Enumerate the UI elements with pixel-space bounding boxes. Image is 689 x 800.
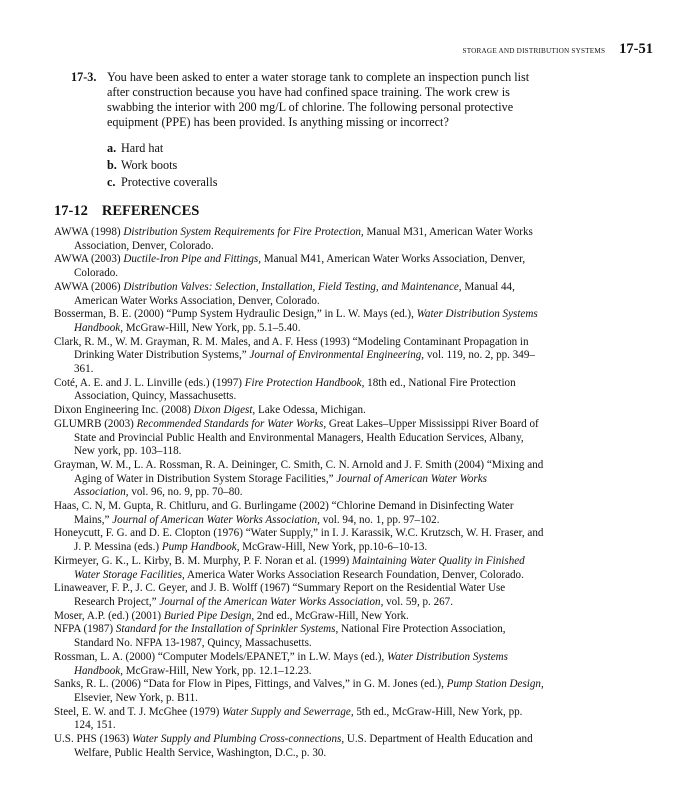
reference-entry [54,418,544,459]
reference-text: U.S. Department of Health Education and Welfare, Public Health Service, Washington, D.C., p. 30. [74,733,533,759]
answer-text: Work boots [121,158,178,172]
reference-title: Water Supply and Plumbing Cross-connections, [131,733,345,746]
answer-letter: b. [107,158,117,172]
reference-entry [54,226,544,253]
reference-text: Steel, E. W. and T. J. McGhee (1979) [54,705,223,718]
reference-text: McGraw-Hill, New York, pp. 5.1–5.40. [123,321,301,334]
reference-entry [54,459,544,500]
answer-text: Hard hat [121,141,164,155]
reference-title: Water Distribution Systems Handbook, [74,308,538,334]
reference-entry [54,582,544,609]
reference-text: AWWA (1998) [54,226,124,238]
reference-text: GLUMRB (2003) [54,417,137,430]
reference-title: Maintaining Water Quality in Finished Water Storage Facilities, [74,554,525,581]
problem-number: 17-3. [71,70,97,84]
reference-title: Ductile-Iron Pipe and Fittings, [123,253,261,266]
section-heading [54,203,199,220]
answer-letter: a. [107,141,117,155]
problem-17-3 [71,70,541,191]
reference-entry [54,500,544,527]
reference-title: Recommended Standards for Water Works, [136,417,327,430]
reference-text: AWWA (2006) [54,280,124,293]
reference-text: Dixon Engineering Inc. (2008) [54,404,194,417]
reference-title: Buried Pipe Design, [163,609,255,622]
reference-text: Manual M31, American Water Works Association, Denver, Colorado. [74,226,533,252]
reference-text: vol. 59, p. 267. [383,595,454,608]
reference-text: Bosserman, B. E. (2000) “Pump System Hydraulic Design,” in L. W. Mays (ed.), [54,308,417,321]
answer-text: Protective coveralls [121,175,218,189]
reference-text: 18th ed., National Fire Protection Association, Quincy, Massachusetts. [74,376,516,403]
reference-title: Journal of the American Water Works Association, [159,595,384,608]
reference-title: Journal of Environmental Engineering, [249,349,425,362]
reference-entry [54,733,544,760]
reference-text: vol. 96, no. 9, pp. 70–80. [128,486,243,499]
reference-title: Water Supply and Sewerrage, [222,705,354,718]
answer-letter: c. [107,175,116,189]
reference-title: Journal of American Water Works Association, [74,472,487,499]
reference-text: Haas, C. N, M. Gupta, R. Chitluru, and G. Burlingame (2002) “Chlorine Demand in Disinfecting Water Mains,” [54,500,514,526]
reference-entry [54,336,544,377]
reference-title: Pump Station Design, [446,678,544,691]
reference-entry [54,253,544,280]
reference-text: Great Lakes–Upper Mississippi River Board of State and Provincial Public Health and Environmental Managers, Health Education Services, Albany, New york, pp. 103–118. [74,417,539,458]
reference-entry [54,308,544,335]
reference-text: NFPA (1987) [54,623,116,636]
reference-text: Rossman, L. A. (2000) “Computer Models/EPANET,” in L.W. Mays (ed.), [54,650,387,663]
reference-title: Pump Handbook, [161,541,240,554]
page-header [463,41,654,58]
reference-text: Clark, R. M., W. M. Grayman, R. M. Males, and A. F. Hess (1993) “Modeling Contaminant Propagation in Drinking Water Distribution Systems,” [54,335,529,362]
reference-title: Journal of American Water Works Association, [112,513,320,526]
reference-text: Coté, A. E. and J. L. Linville (eds.) (1997) [54,376,245,389]
reference-entry [54,623,544,650]
reference-text: McGraw-Hill, New York, pp. 12.1–12.23. [123,664,312,677]
reference-entry [54,377,544,404]
reference-text: Manual M41, American Water Works Association, Denver, Colorado. [74,253,526,280]
running-header: STORAGE AND DISTRIBUTION SYSTEMS [462,47,606,55]
reference-text: Moser, A.P. (ed.) (2001) [54,609,164,622]
reference-text: vol. 94, no. 1, pp. 97–102. [319,513,440,526]
answer-list [107,140,541,191]
reference-text: Lake Odessa, Michigan. [255,404,366,417]
answer-item [107,140,541,157]
answer-item [107,174,541,191]
page-number: 17-51 [619,41,653,57]
reference-title: Standard for the Installation of Sprinkler Systems, [115,623,339,636]
answer-item [107,157,541,174]
reference-text: McGraw-Hill, New York, pp.10-6–10-13. [239,541,428,554]
reference-title: Fire Protection Handbook, [244,376,365,389]
reference-title: Distribution Valves: Selection, Installation, Field Testing, and Maintenance, [123,280,462,293]
reference-entry [54,651,544,678]
reference-list [54,226,544,760]
reference-text: America Water Works Association Research Foundation, Denver, Colorado. [184,568,524,581]
reference-entry [54,678,544,705]
reference-title: Water Distribution Systems Handbook, [74,650,508,677]
reference-text: Honeycutt, F. G. and D. E. Clopton (1976) “Water Supply,” in I. J. Karassik, W.C. Krutzsch, W. H. Fraser, and J. P. Messina (eds.) [54,527,544,554]
reference-entry [54,706,544,733]
reference-text: vol. 119, no. 2, pp. 349–361. [74,349,535,376]
reference-text: U.S. PHS (1963) [54,733,132,746]
reference-text: Manual 44, American Water Works Association, Denver, Colorado. [74,280,515,307]
reference-text: National Fire Protection Association, Standard No. NFPA 13-1987, Quincy, Massachusetts. [74,623,506,650]
reference-text: Elsevier, New York, p. B11. [74,691,198,704]
reference-entry [54,610,544,624]
reference-text: 2nd ed., McGraw-Hill, New York. [254,609,409,622]
reference-text: Grayman, W. M., L. A. Rossman, R. A. Deininger, C. Smith, C. N. Arnold and J. F. Smith (2004) “Mixing and Aging of Water in Distribution System Storage Facilities,” [54,458,544,485]
reference-text: 5th ed., McGraw-Hill, New York, pp. 124, 151. [74,705,523,732]
reference-entry [54,404,544,418]
reference-text: Sanks, R. L. (2006) “Data for Flow in Pipes, Fittings, and Valves,” in G. M. Jones (ed.), [54,678,447,691]
section-title: REFERENCES [101,203,200,219]
reference-title: Distribution System Requirements for Fire Protection, [123,226,364,238]
reference-text: AWWA (2003) [54,253,124,266]
reference-text: Kirmeyer, G. K., L. Kirby, B. M. Murphy, P. F. Noran et al. (1999) [54,554,352,567]
section-number: 17-12 [54,203,88,219]
problem-text: You have been asked to enter a water storage tank to complete an inspection punch list after construction because you have had confined space training. The work crew is swabbing the interior with 200 mg/L of chlorine. The following personal protective equipment (PPE) has been provided. Is anything missing or incorrect? [107,70,530,129]
reference-text: Linaweaver, F. P., J. C. Geyer, and J. B. Wolff (1967) “Summary Report on the Residential Water Use Research Project,” [54,582,506,608]
reference-title: Dixon Digest, [193,404,256,417]
reference-entry [54,281,544,308]
reference-entry [54,555,544,582]
reference-entry [54,527,544,554]
